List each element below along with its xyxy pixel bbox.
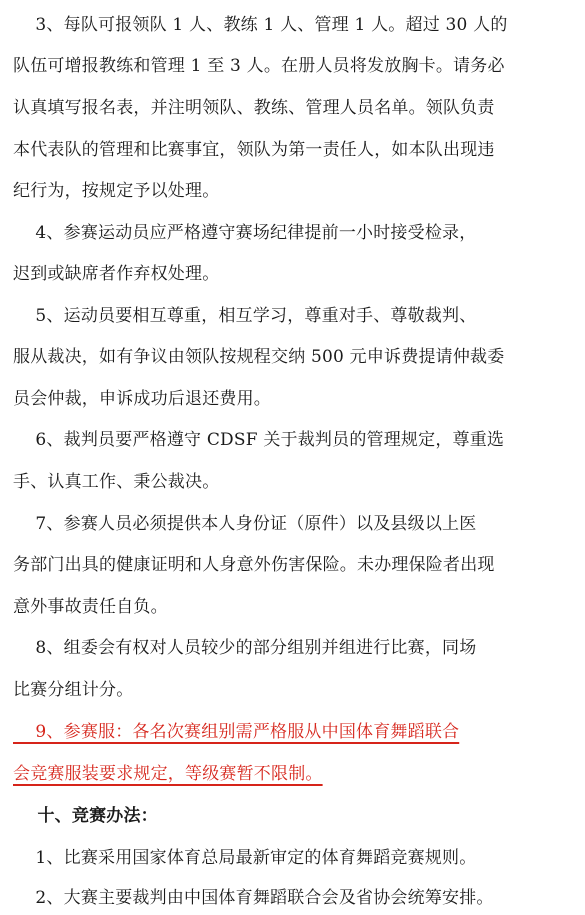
text-line: 3、每队可报领队 1 人、教练 1 人、管理 1 人。超过 30 人的 — [13, 15, 508, 35]
text-line: 6、裁判员要严格遵守 CDSF 关于裁判员的管理规定，尊重选 — [13, 430, 505, 450]
highlighted-text-line: 会竞赛服装要求规定，等级赛暂不限制。 — [13, 764, 323, 784]
text-line: 意外事故责任自负。 — [13, 597, 168, 617]
text-line: 认真填写报名表，并注明领队、教练、管理人员名单。领队负责 — [13, 98, 495, 118]
text-line: 手、认真工作、秉公裁决。 — [13, 472, 220, 492]
text-line: 8、组委会有权对人员较少的部分组别并组进行比赛，同场 — [13, 638, 477, 658]
text-line: 服从裁决，如有争议由领队按规程交纳 500 元申诉费提请仲裁委 — [13, 347, 505, 367]
text-line: 迟到或缺席者作弃权处理。 — [13, 264, 220, 284]
text-line: 本代表队的管理和比赛事宜，领队为第一责任人，如本队出现违 — [13, 140, 495, 160]
text-line: 7、参赛人员必须提供本人身份证（原件）以及县级以上医 — [13, 514, 477, 534]
text-line: 5、运动员要相互尊重，相互学习，尊重对手、尊敬裁判、 — [13, 306, 477, 326]
text-line: 员会仲裁，申诉成功后退还费用。 — [13, 389, 271, 409]
text-line: 务部门出具的健康证明和人身意外伤害保险。未办理保险者出现 — [13, 555, 495, 575]
text-line: 1、比赛采用国家体育总局最新审定的体育舞蹈竞赛规则。 — [13, 848, 477, 868]
text-line: 比赛分组计分。 — [13, 680, 134, 700]
text-line: 队伍可增报教练和管理 1 至 3 人。在册人员将发放胸卡。请务必 — [13, 56, 505, 76]
highlighted-text-line: 9、参赛服：各名次赛组别需严格服从中国体育舞蹈联合 — [13, 722, 460, 742]
text-line: 2、大赛主要裁判由中国体育舞蹈联合会及省协会统筹安排。 — [13, 888, 494, 908]
text-line: 4、参赛运动员应严格遵守赛场纪律提前一小时接受检录， — [13, 223, 477, 243]
section-heading: 十、竞赛办法： — [13, 806, 158, 826]
text-line: 纪行为，按规定予以处理。 — [13, 181, 220, 201]
